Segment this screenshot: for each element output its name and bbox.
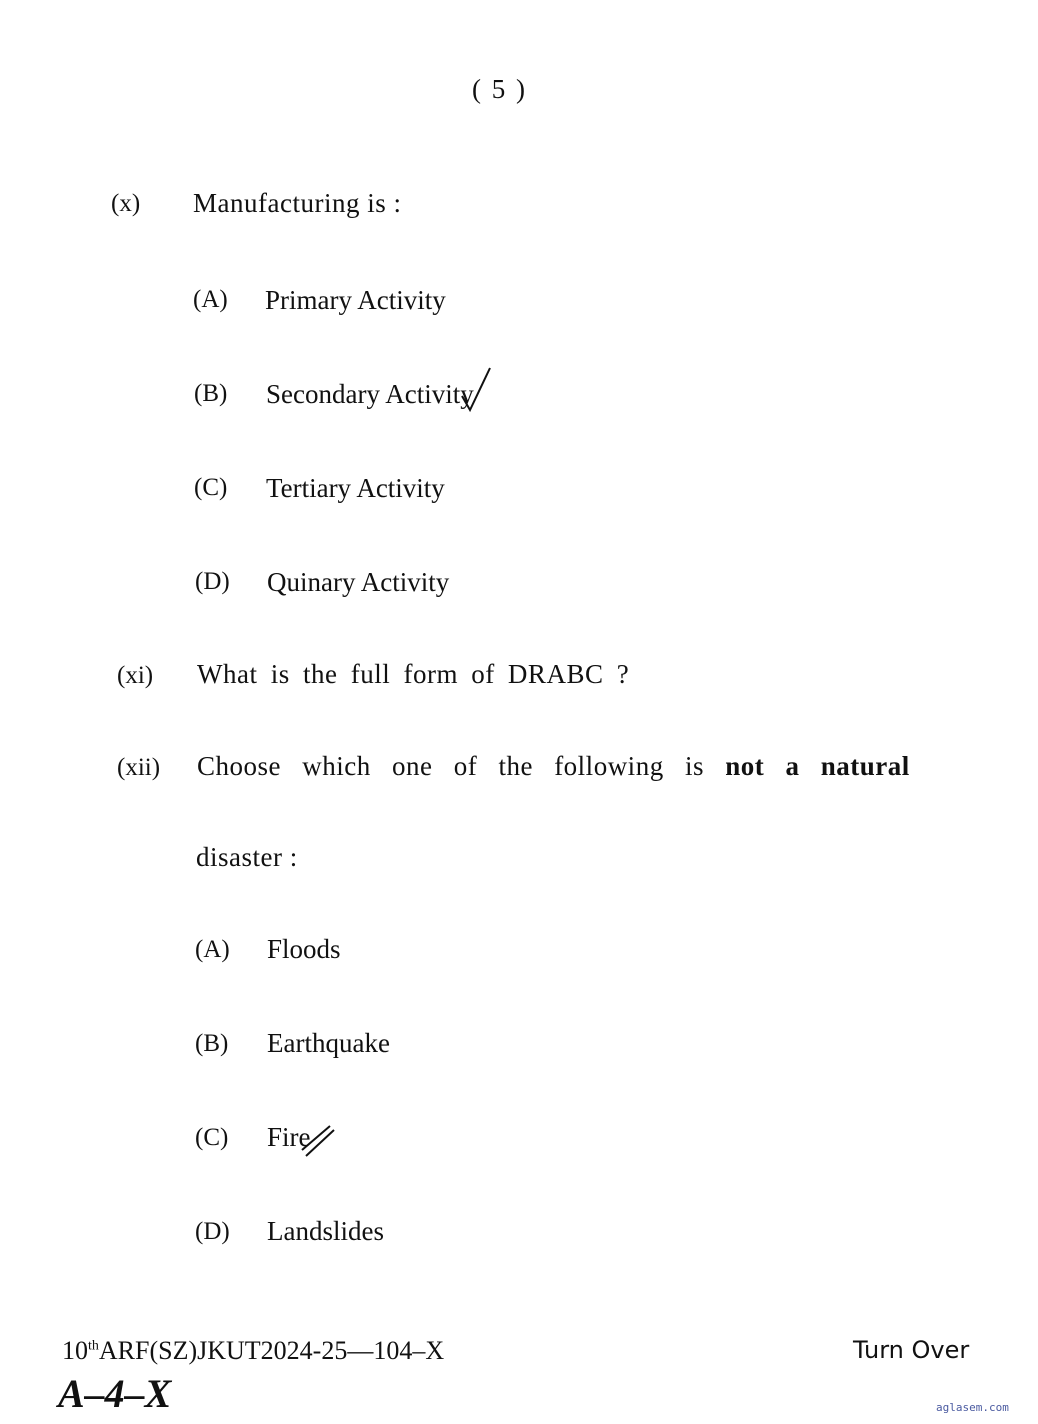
option-text: Quinary Activity [267,567,450,597]
question-number: (xi) [117,662,154,689]
option-text: Earthquake [267,1028,390,1058]
option-text: Fire [267,1122,311,1152]
question-text-continued: disaster : [196,842,298,872]
option-letter: (D) [195,568,230,595]
turn-over-label: Turn Over [853,1336,970,1364]
option-letter: (D) [195,1218,230,1245]
paper-code-prefix: 10 [62,1336,88,1365]
question-number: (x) [111,190,141,217]
option-letter: (B) [194,380,228,407]
series-code: A–4–X [58,1371,172,1416]
watermark: aglasem.com [936,1401,1009,1414]
option-text: Floods [267,934,341,964]
question-text [197,751,910,782]
question-text-part: Choose which one of the following is [197,751,704,781]
option-text: Primary Activity [265,285,446,315]
check-mark-icon [458,366,494,414]
question-text-emphasis: not a natural [725,751,910,781]
option-letter: (A) [193,286,228,313]
question-text: What is the full form of DRABC ? [197,659,630,689]
option-text: Secondary Activity [266,379,474,409]
page-number: ( 5 ) [472,74,527,104]
option-letter: (B) [195,1030,229,1057]
paper-code [62,1336,444,1366]
option-letter: (C) [195,1124,229,1151]
option-letter: (A) [195,936,230,963]
tick-mark-icon [300,1124,336,1160]
option-text: Landslides [267,1216,384,1246]
option-text: Tertiary Activity [266,473,445,503]
question-text: Manufacturing is : [193,188,402,218]
paper-code-rest: ARF(SZ)JKUT2024-25—104–X [98,1336,445,1365]
option-letter: (C) [194,474,228,501]
paper-code-sup: th [88,1338,99,1354]
question-number: (xii) [117,754,161,781]
